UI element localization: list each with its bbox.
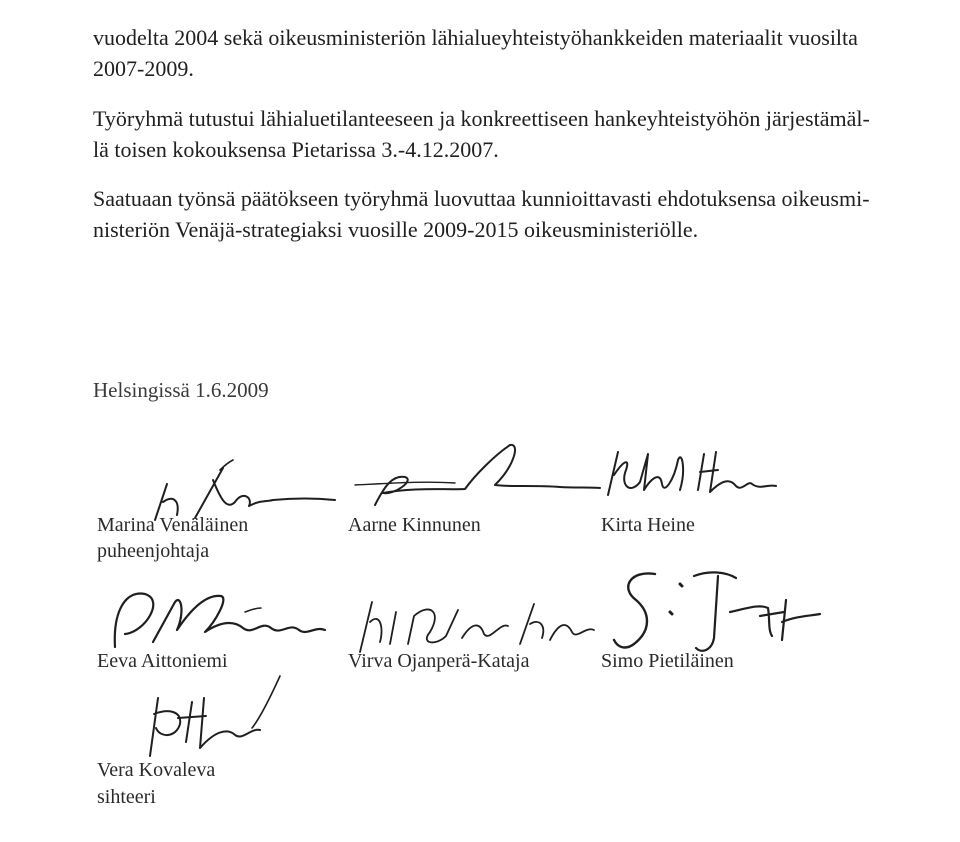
paragraph-materials xyxy=(93,22,923,84)
paragraph-line: 2007-2009. xyxy=(93,56,194,81)
signatory-name: Virva Ojanperä-Kataja xyxy=(348,650,530,672)
paragraph-line: Työryhmä tutustui lähialuetilanteeseen ja konkreettiseen hankeyhteistyöhön järjestämäl- xyxy=(93,106,870,131)
paragraph-meeting xyxy=(93,103,923,165)
signatory-name: Vera Kovaleva xyxy=(97,759,216,781)
place-date: Helsingissä 1.6.2009 xyxy=(93,378,269,402)
signatory-name: Kirta Heine xyxy=(601,514,695,536)
paragraph-handover xyxy=(93,183,923,245)
signatory-name: Marina Venäläinen xyxy=(97,514,249,536)
signatory-name: Simo Pietiläinen xyxy=(601,650,734,672)
signature-vera-kovaleva xyxy=(130,668,290,768)
signatory-role: sihteeri xyxy=(97,786,156,808)
signatory-name: Eeva Aittoniemi xyxy=(97,650,228,672)
signatory-name: Aarne Kinnunen xyxy=(348,514,481,536)
signature-kirta-heine xyxy=(590,440,790,510)
signature-aarne-kinnunen xyxy=(335,435,605,515)
paragraph-line: nisteriön Venäjä-strategiaksi vuosille 2009-2015 oikeusministeriölle. xyxy=(93,217,699,242)
paragraph-line: vuodelta 2004 sekä oikeusministeriön lähialueyhteistyöhankkeiden materiaalit vuosilta xyxy=(93,25,858,50)
paragraph-line: lä toisen kokouksensa Pietarissa 3.-4.12.2007. xyxy=(93,137,499,162)
paragraph-line: Saatuaan työnsä päätökseen työryhmä luovuttaa kunnioittavasti ehdotuksensa oikeusmi- xyxy=(93,186,870,211)
signatory-role: puheenjohtaja xyxy=(97,540,210,562)
